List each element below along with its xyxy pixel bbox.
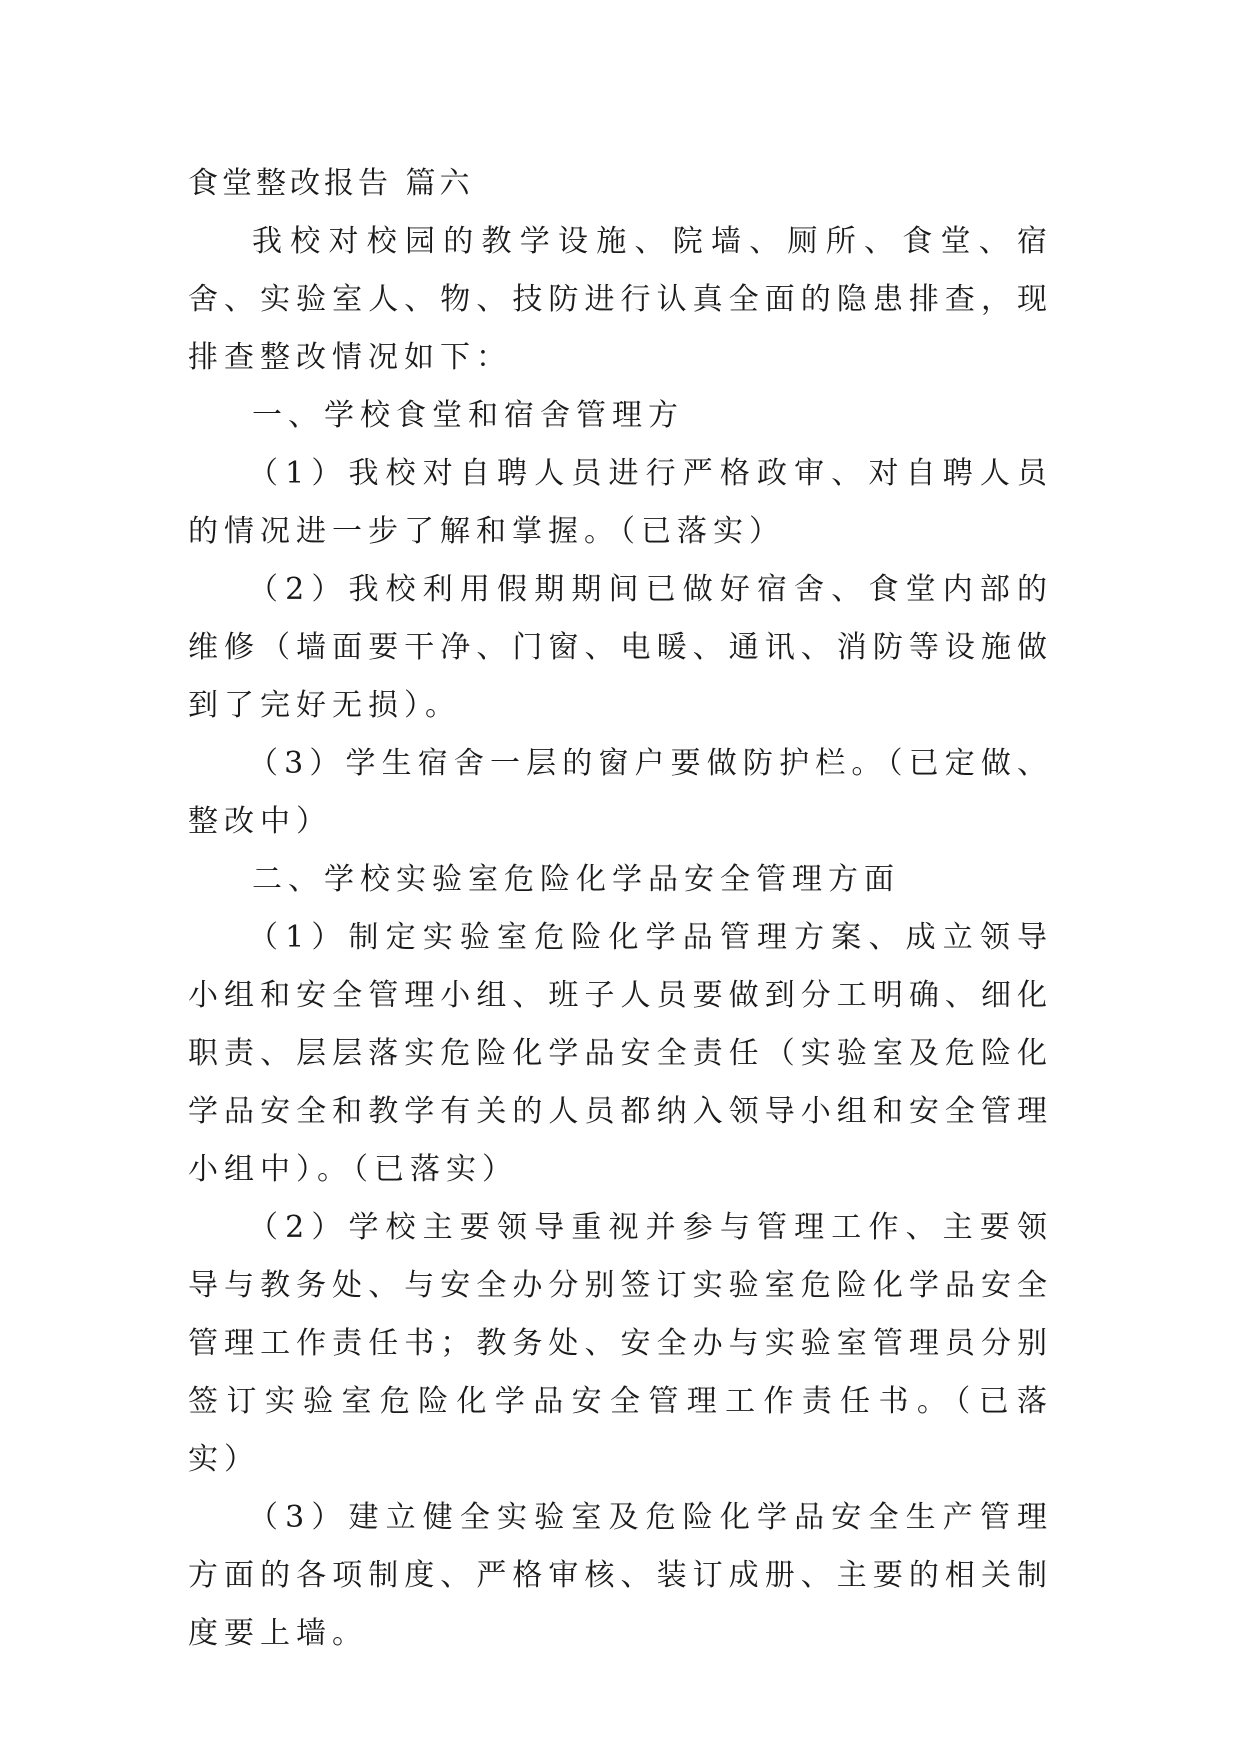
paragraph-lab-item-2: （2）学校主要领导重视并参与管理工作、主要领导与教务处、与安全办分别签订实验室危险化学品安全管理工作责任书；教务处、安全办与实验室管理员分别签订实验室危险化学品安全管理工作责任书。（已落实）	[188, 1210, 1053, 1477]
paragraph-lab-item-3: （3）建立健全实验室及危险化学品安全生产管理方面的各项制度、严格审核、装订成册、主要的相关制度要上墙。	[188, 1500, 1053, 1651]
document-page	[188, 155, 1053, 1663]
paragraph-canteen-item-2: （2）我校利用假期期间已做好宿舍、食堂内部的维修（墙面要干净、门窗、电暖、通讯、消防等设施做到了完好无损）。	[188, 572, 1053, 723]
document-title: 食堂整改报告 篇六	[188, 166, 474, 201]
paragraph-canteen-item-3: （3）学生宿舍一层的窗户要做防护栏。（已定做、整改中）	[188, 746, 1053, 839]
section-heading-lab-chemicals: 二、学校实验室危险化学品安全管理方面	[252, 862, 900, 897]
paragraph-lab-item-1: （1）制定实验室危险化学品管理方案、成立领导小组和安全管理小组、班子人员要做到分工明确、细化职责、层层落实危险化学品安全责任（实验室及危险化学品安全和教学有关的人员都纳入领导小组和安全管理小组中）。（已落实）	[188, 920, 1053, 1187]
paragraph-intro: 我校对校园的教学设施、院墙、厕所、食堂、宿舍、实验室人、物、技防进行认真全面的隐患排查，现排查整改情况如下：	[188, 224, 1053, 375]
section-heading-canteen-dorm: 一、学校食堂和宿舍管理方	[252, 398, 684, 433]
paragraph-canteen-item-1: （1）我校对自聘人员进行严格政审、对自聘人员的情况进一步了解和掌握。（已落实）	[188, 456, 1053, 549]
